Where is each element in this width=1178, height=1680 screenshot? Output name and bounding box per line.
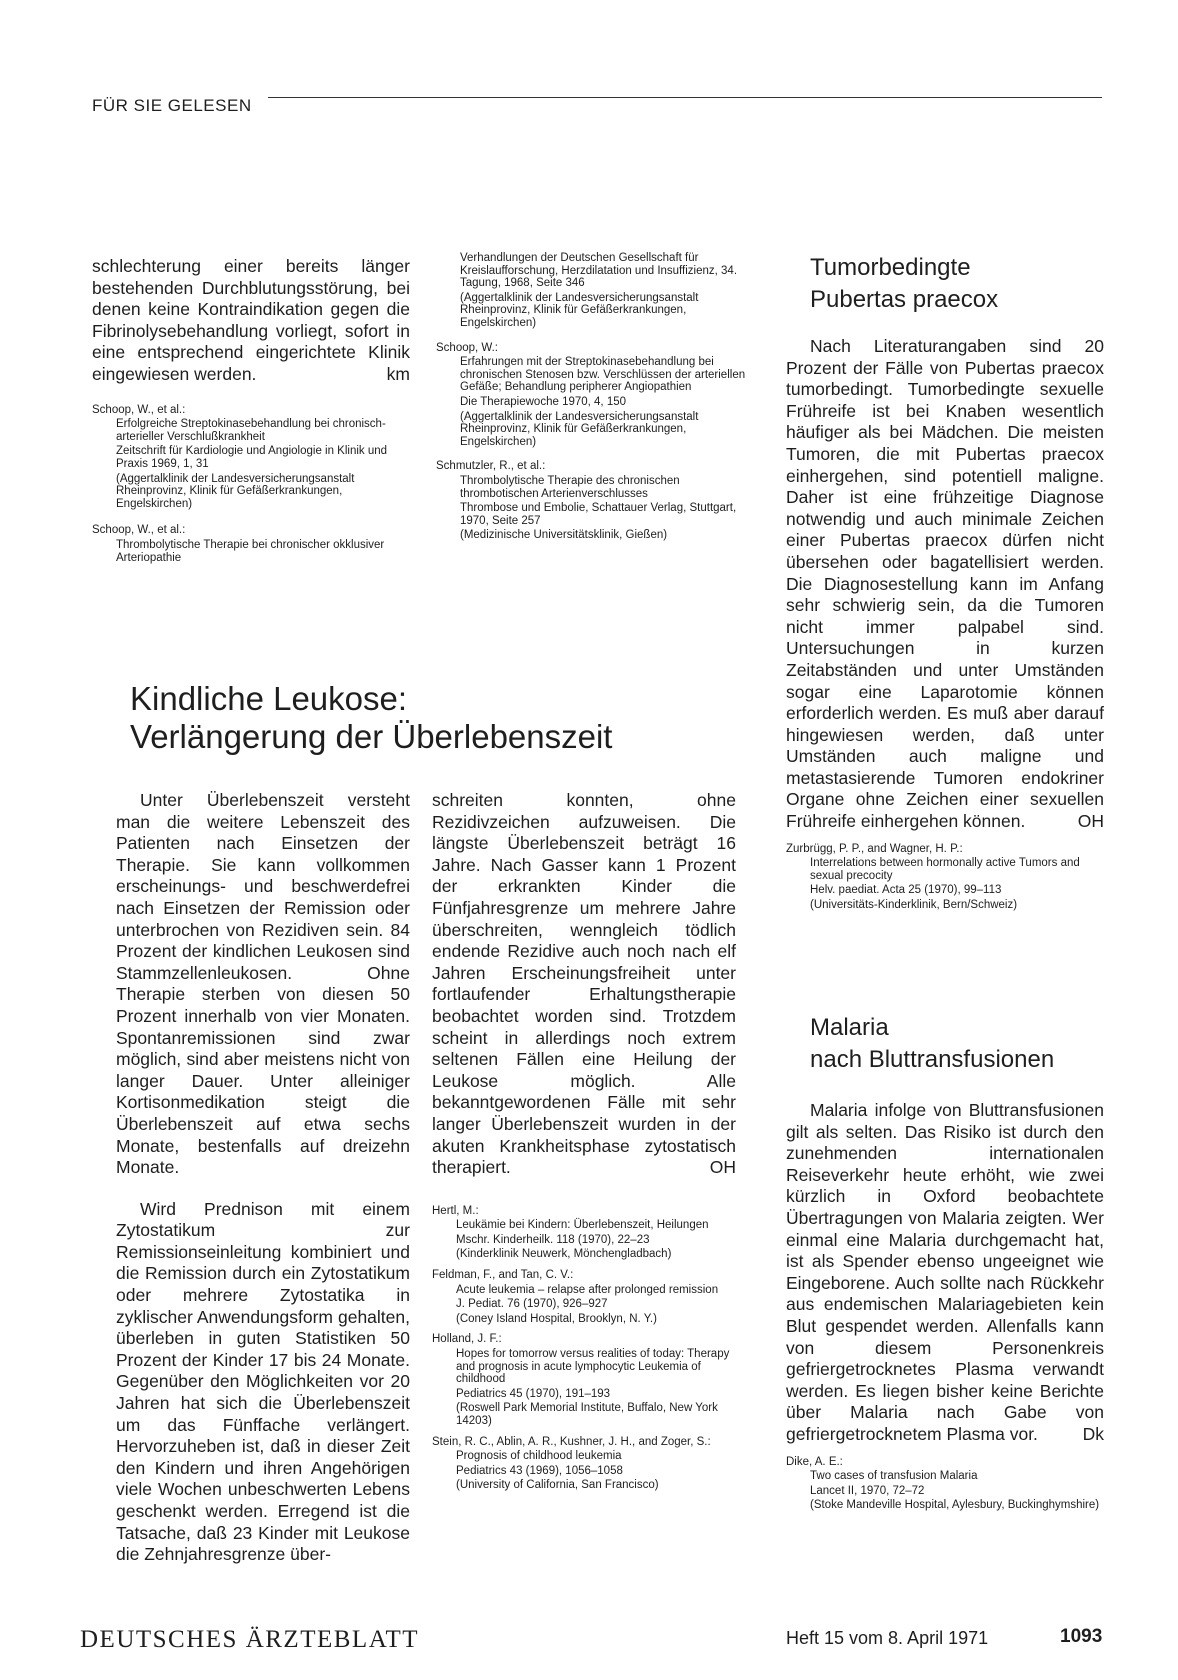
reference-line: Lancet II, 1970, 72–72	[810, 1484, 925, 1497]
reference-list	[92, 404, 410, 565]
reference-line: Helv. paediat. Acta 25 (1970), 99–113	[810, 884, 1002, 897]
reference-line: Pediatrics 43 (1969), 1056–1058	[456, 1464, 623, 1477]
reference-author: Schoop, W., et al.:	[92, 403, 186, 416]
reference-line: Pediatrics 45 (1970), 191–193	[456, 1387, 611, 1400]
leukose-col2	[432, 790, 736, 1492]
author-initials: OH	[709, 1157, 736, 1178]
reference-line: (Medizinische Universitätsklinik, Gießen)	[460, 529, 668, 542]
reference	[786, 843, 1104, 912]
author-initials: Dk	[1082, 1423, 1104, 1444]
article-paragraph: Unter Überlebenszeit versteht man die weitere Lebenszeit des Patienten nach Einsetzen der Therapie. Sie kann vollkommen erscheinungs- und beschwerdefrei nach Einsetzen der Remission oder unterbrochen von Rezidiven sein. 84 Prozent der kindlichen Leukosen sind Stammzellenleukosen. Ohne Therapie sterben von diesen 50 Prozent innerhalb von vier Monaten. Spontanremissionen sind zwar möglich, sind aber meistens nicht von langer Dauer. Unter alleiniger Kortisonmedikation steigt die Überlebenszeit auf etwa sechs Monate, bestenfalls auf dreizehn Monate.	[116, 790, 410, 1178]
reference	[436, 252, 754, 330]
reference-line: Die Therapiewoche 1970, 4, 150	[460, 395, 627, 408]
reference-list	[786, 843, 1104, 912]
pubertas-article	[786, 252, 1104, 912]
reference-author: Dike, A. E.:	[786, 1455, 843, 1468]
reference-author: Schmutzler, R., et al.:	[436, 460, 546, 473]
reference-list	[432, 1205, 736, 1492]
reference	[432, 1269, 736, 1325]
reference	[436, 342, 754, 449]
article-title: nach Bluttransfusionen	[810, 1046, 1055, 1073]
reference-line: Two cases of transfusion Malaria	[810, 1470, 978, 1483]
malaria-article	[786, 1012, 1104, 1512]
reference-line: Prognosis of childhood leukemia	[456, 1450, 622, 1463]
article-title: Malaria	[810, 1014, 889, 1041]
reference-line: Hopes for tomorrow versus realities of today: Therapy and prognosis in acute lymphocytic Leukemia of childhood	[456, 1348, 730, 1386]
reference-line: (Coney Island Hospital, Brooklyn, N. Y.)	[456, 1312, 657, 1325]
reference-line: J. Pediat. 76 (1970), 926–927	[456, 1298, 608, 1311]
reference-line: Mschr. Kinderheilk. 118 (1970), 22–23	[456, 1233, 650, 1246]
reference	[92, 524, 410, 564]
article-paragraph: Wird Prednison mit einem Zytostatikum zur Remissionseinleitung kombiniert und die Remission durch ein Zytostatikum oder mehrere Zytostatika in zyklischer Anwendungsform gehalten, überleben in guten Statistiken 50 Prozent der Kinder 17 bis 24 Monate. Gegenüber den Möglichkeiten vor 20 Jahren hat sich die Überlebenszeit um das Fünffache verlängert. Hervorzuheben ist, daß in dieser Zeit den Kindern und ihren Angehörigen viele Wochen unbeschwerten Lebens geschenkt werden. Erregend ist die Tatsache, daß 23 Kinder mit Leukose die Zehnjahresgrenze über-	[116, 1198, 410, 1565]
reference-line: Zeitschrift für Kardiologie und Angiologie in Klinik und Praxis 1969, 1, 31	[116, 445, 388, 470]
previous-article-col1	[92, 256, 410, 564]
reference	[432, 1333, 736, 1427]
reference	[92, 404, 410, 511]
reference-line: Acute leukemia – relapse after prolonged remission	[456, 1283, 719, 1296]
reference-line: Erfolgreiche Streptokinasebehandlung bei chronisch-arterieller Verschlußkrankheit	[116, 418, 386, 443]
author-initials: OH	[1077, 811, 1104, 832]
malaria-heading	[786, 1012, 1104, 1076]
previous-article-text: schlechterung einer bereits länger bestehenden Durchblutungsstörung, bei denen keine Kontraindikation gegen die Fibrinolysebehandlung vorliegt, sofort in eine entsprechend eingerichtete Klinik eingewiesen werden. km	[92, 256, 410, 384]
reference-author: Feldman, F., and Tan, C. V.:	[432, 1269, 574, 1282]
article-paragraph: Nach Literaturangaben sind 20 Prozent der Fälle von Pubertas praecox tumorbedingt. Tumorbedingte sexuelle Frühreife ist bei Knaben wesentlich häufiger als bei Mädchen. Die meisten Tumoren, die mit Pubertas praecox einhergehen, sind potentiell maligne. Daher ist eine frühzeitige Diagnose notwendig und auch minimale Zeichen einer Pubertas praecox dürfen nicht übersehen oder bagatellisiert werden. Die Diagnosestellung kann im Anfang sehr schwierig sein, da die Tumoren nicht immer palpabel sind. Untersuchungen in kurzen Zeitabständen und unter Umständen sogar eine Laparotomie können erforderlich werden. Es muß aber darauf hingewiesen werden, daß unter Umständen auch maligne und metastasierende Tumoren endokriner Organe ohne Zeichen einer sexuellen Frühreife einhergehen können. OH	[786, 336, 1104, 832]
reference-line: Thrombose und Embolie, Schattauer Verlag, Stuttgart, 1970, Seite 257	[460, 502, 737, 527]
reference-line: (Roswell Park Memorial Institute, Buffalo, New York 14203)	[456, 1402, 718, 1427]
reference-line: Thrombolytische Therapie des chronischen thrombotischen Arterienverschlusses	[460, 474, 680, 500]
reference-author: Schoop, W., et al.:	[92, 524, 186, 537]
leukose-heading	[130, 680, 770, 756]
article-title: Kindliche Leukose:	[130, 680, 408, 717]
reference	[432, 1205, 736, 1261]
reference-line: (Kinderklinik Neuwerk, Mönchengladbach)	[456, 1248, 672, 1261]
reference-line: Interrelations between hormonally active Tumors and sexual precocity	[810, 857, 1080, 882]
article-paragraph: schreiten konnten, ohne Rezidivzeichen aufzuweisen. Die längste Überlebenszeit beträgt 16 Jahre. Nach Gasser kann 1 Prozent der erkrankten Kinder die Fünfjahresgrenze um mehrere Jahre überschreiten, wenngleich tödlich endende Rezidive auch noch nach elf Jahren Erscheinungsfreiheit unter fortlaufender Erhaltungstherapie beobachtet worden sind. Trotzdem scheint in allerdings noch extrem seltenen Fällen eine Heilung der Leukose möglich. Alle bekanntgewordenen Fälle mit sehr langer Überlebenszeit wurden in der akuten Krankheitsphase zytostatisch therapiert. OH	[432, 790, 736, 1178]
issue-info: Heft 15 vom 8. April 1971	[786, 1628, 989, 1648]
article-title: Tumorbedingte	[810, 254, 971, 281]
previous-article-col2	[436, 250, 754, 542]
reference	[436, 460, 754, 542]
reference-list	[786, 1456, 1104, 1512]
article-title: Pubertas praecox	[810, 286, 999, 313]
article-title: Verlängerung der Überlebenszeit	[130, 718, 613, 755]
reference-list	[436, 252, 754, 542]
reference-line: Leukämie bei Kindern: Überlebenszeit, Heilungen	[456, 1219, 709, 1232]
reference-author: Schoop, W.:	[436, 341, 499, 354]
reference-line: Thrombolytische Therapie bei chronischer okklusiver Arteriopathie	[116, 538, 385, 564]
reference-line: Erfahrungen mit der Streptokinasebehandlung bei chronischen Stenosen bzw. Verschlüssen der arteriellen Gefäße; Behandlung peripherer Angiopathien	[460, 356, 746, 394]
reference-line: (Universitäts-Kinderklinik, Bern/Schweiz)	[810, 899, 1018, 912]
reference-author: Hertl, M.:	[432, 1204, 479, 1217]
reference-line: (University of California, San Francisco)	[456, 1479, 659, 1492]
journal-name: DEUTSCHES ÄRZTEBLATT	[80, 1626, 420, 1653]
reference-line: (Aggertalklinik der Landesversicherungsanstalt Rheinprovinz, Klinik für Gefäßerkrankungen, Engelskirchen)	[460, 291, 699, 329]
reference	[786, 1456, 1104, 1512]
reference-line: (Aggertalklinik der Landesversicherungsanstalt Rheinprovinz, Klinik für Gefäßerkrankungen, Engelskirchen)	[460, 410, 699, 448]
author-initials: km	[386, 363, 410, 384]
reference-author: Stein, R. C., Ablin, A. R., Kushner, J. H., and Zoger, S.:	[432, 1435, 711, 1448]
reference-line: (Aggertalklinik der Landesversicherungsanstalt Rheinprovinz, Klinik für Gefäßerkrankungen, Engelskirchen)	[116, 472, 355, 510]
reference-line: (Stoke Mandeville Hospital, Aylesbury, Buckinghymshire)	[810, 1499, 1100, 1512]
reference-author: Holland, J. F.:	[432, 1333, 502, 1346]
pubertas-heading	[786, 252, 1104, 316]
section-label: FÜR SIE GELESEN	[92, 96, 252, 115]
reference	[432, 1436, 736, 1492]
header-rule	[268, 97, 1102, 98]
leukose-col1	[116, 790, 410, 1566]
article-paragraph: Malaria infolge von Bluttransfusionen gilt als selten. Das Risiko ist durch den zunehmenden internationalen Reiseverkehr heute erhöht, wie zwei kürzlich in Oxford beobachtete Übertragungen von Malaria zeigten. Wer einmal eine Malaria durchgemacht hat, ist als Spender ebenso ungeeignet wie Eingeborene. Auch sollte nach Rückkehr aus endemischen Malariagebieten kein Blut gespendet werden. Allenfalls kann von diesem Personenkreis gefriergetrocknetes Plasma verwandt werden. Es liegen bisher keine Berichte über Malaria nach Gabe von gefriergetrocknetem Plasma vor. Dk	[786, 1100, 1104, 1444]
reference-line: Verhandlungen der Deutschen Gesellschaft für Kreislaufforschung, Herzdilatation und Insuffizienz, 34. Tagung, 1968, Seite 346	[460, 252, 738, 290]
page-number: 1093	[1060, 1626, 1103, 1647]
reference-author: Zurbrügg, P. P., and Wagner, H. P.:	[786, 842, 963, 855]
